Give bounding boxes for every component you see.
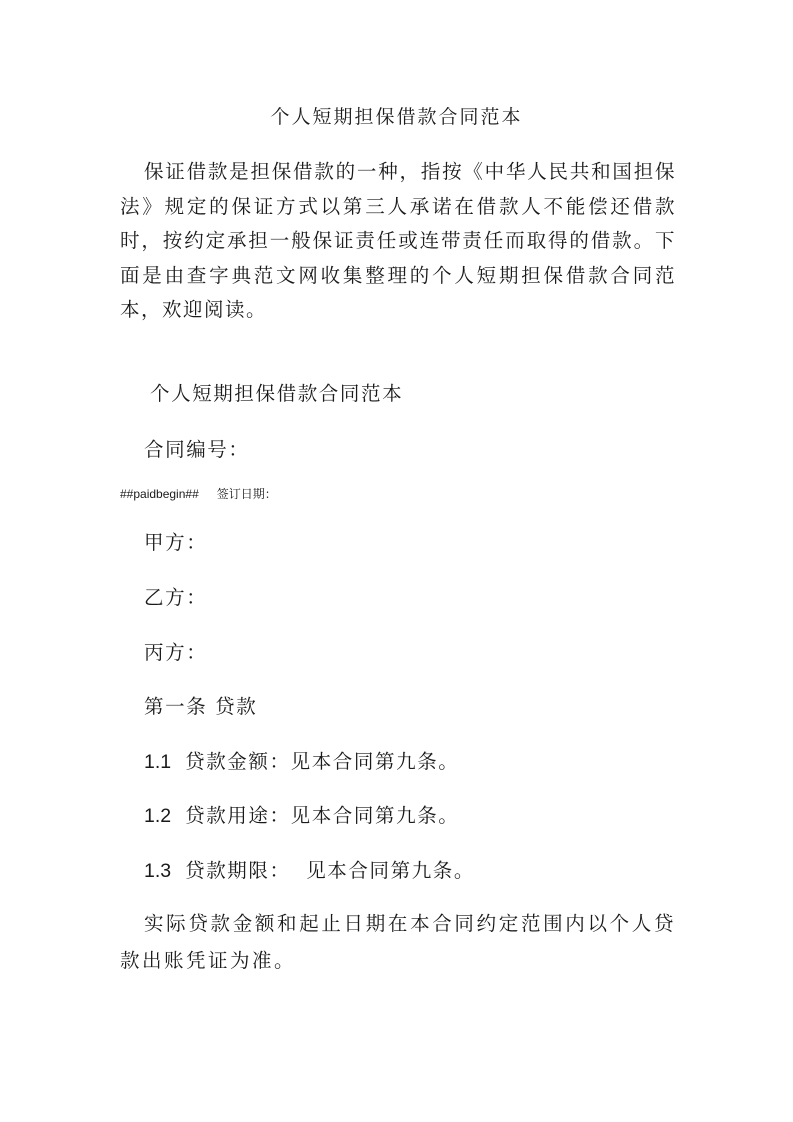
clause-text: 贷款期限： 见本合同第九条。 xyxy=(185,859,476,882)
sign-date-label: 签订日期： xyxy=(216,487,277,501)
clause-number: 1.1 xyxy=(144,751,172,773)
document-title: 个人短期担保借款合同范本 xyxy=(270,106,523,128)
clause-text: 贷款金额：见本合同第九条。 xyxy=(185,750,460,773)
intro-paragraph: 保证借款是担保借款的一种，指按《中华人民共和国担保法》规定的保证方式以第三人承诺在借款人不能偿还借款时，按约定承担一般保证责任或连带责任而取得的借款。下面是由查字典范文网收集整理的个人短期担保借款合同范本，欢迎阅读。 xyxy=(120,160,676,321)
contract-number-label: 合同编号： xyxy=(144,438,250,461)
article-1-heading: 第一条 贷款 xyxy=(144,695,258,718)
clause-1-1 xyxy=(144,748,459,776)
party-b-label: 乙方： xyxy=(144,586,208,609)
party-a-label: 甲方： xyxy=(144,531,208,554)
clause-number: 1.3 xyxy=(144,860,172,882)
party-c-label: 丙方： xyxy=(144,641,208,664)
paid-marker: ##paidbegin## xyxy=(120,487,199,501)
clause-1-3 xyxy=(144,857,475,885)
sign-date-line xyxy=(120,485,277,503)
contract-subtitle: 个人短期担保借款合同范本 xyxy=(150,382,404,405)
clause-1-2 xyxy=(144,802,459,830)
clause-number: 1.2 xyxy=(144,805,172,827)
closing-paragraph: 实际贷款金额和起止日期在本合同约定范围内以个人贷款出账凭证为准。 xyxy=(120,912,676,972)
clause-text: 贷款用途：见本合同第九条。 xyxy=(185,804,460,827)
